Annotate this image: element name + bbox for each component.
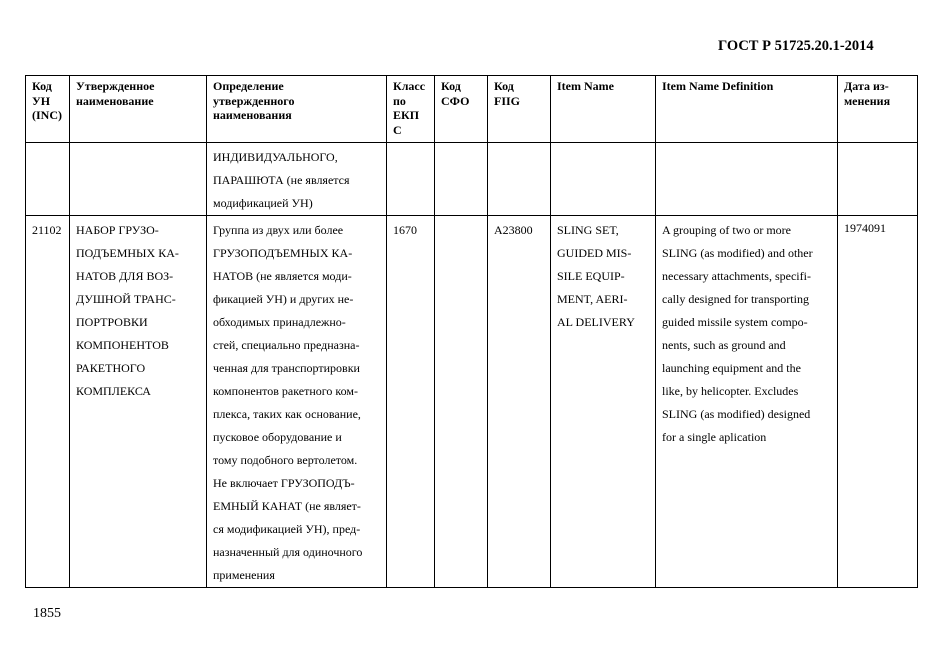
page-number: 1855 <box>33 606 61 621</box>
header-name-definition: Определение утвержденного наименования <box>207 76 387 143</box>
cell-item-name: SLING SET, GUIDED MIS- SILE EQUIP- MENT, AERI- AL DELIVERY <box>551 216 656 588</box>
header-sfo: Код СФО <box>435 76 488 143</box>
cell-name-definition: Группа из двух или более ГРУЗОПОДЪЕМНЫХ КА- НАТОВ (не является моди- фикацией УН) и других не- обходимых принадлежно- стей, специально предназна- ченная для транспортировки компонентов ракетного ком- плекса, таких как основание, пусковое оборудование и тому подобного вертолетом. Не включает ГРУЗОПОДЪ- ЕМНЫЙ КАНАТ (не являет- ся модификацией УН), пред- назначенный для одиночного применения <box>207 216 387 588</box>
cell-class <box>387 143 435 216</box>
cell-item-name-definition <box>656 143 838 216</box>
header-class: Класс по ЕКП С <box>387 76 435 143</box>
header-item-name-definition: Item Name Definition <box>656 76 838 143</box>
cell-sfo <box>435 216 488 588</box>
cell-approved-name: НАБОР ГРУЗО- ПОДЪЕМНЫХ КА- НАТОВ ДЛЯ ВОЗ- ДУШНОЙ ТРАНС- ПОРТРОВКИ КОМПОНЕНТОВ РАКЕТНОГО КОМПЛЕКСА <box>70 216 207 588</box>
table-row <box>26 216 918 588</box>
document-code: ГОСТ Р 51725.20.1-2014 <box>718 38 874 54</box>
header-fiig: Код FIIG <box>488 76 551 143</box>
cell-fiig <box>488 143 551 216</box>
classification-table <box>25 75 918 588</box>
cell-name-definition: ИНДИВИДУАЛЬНОГО, ПАРАШЮТА (не является модификацией УН) <box>207 143 387 216</box>
cell-inc <box>26 143 70 216</box>
cell-change-date <box>838 143 918 216</box>
header-approved-name: Утвержденное наименование <box>70 76 207 143</box>
cell-fiig: A23800 <box>488 216 551 588</box>
cell-item-name <box>551 143 656 216</box>
header-change-date: Дата из- менения <box>838 76 918 143</box>
header-item-name: Item Name <box>551 76 656 143</box>
table-row <box>26 143 918 216</box>
cell-approved-name <box>70 143 207 216</box>
cell-class: 1670 <box>387 216 435 588</box>
cell-item-name-definition: A grouping of two or more SLING (as modified) and other necessary attachments, specifi- cally designed for transporting guided missile system compo- nents, such as ground and launching equipment and the like, by helicopter. Excludes SLING (as modified) designed for a single aplication <box>656 216 838 588</box>
table-header-row <box>26 76 918 143</box>
cell-sfo <box>435 143 488 216</box>
cell-inc: 21102 <box>26 216 70 588</box>
cell-change-date: 1974091 <box>838 216 918 588</box>
header-inc: Код УН (INC) <box>26 76 70 143</box>
